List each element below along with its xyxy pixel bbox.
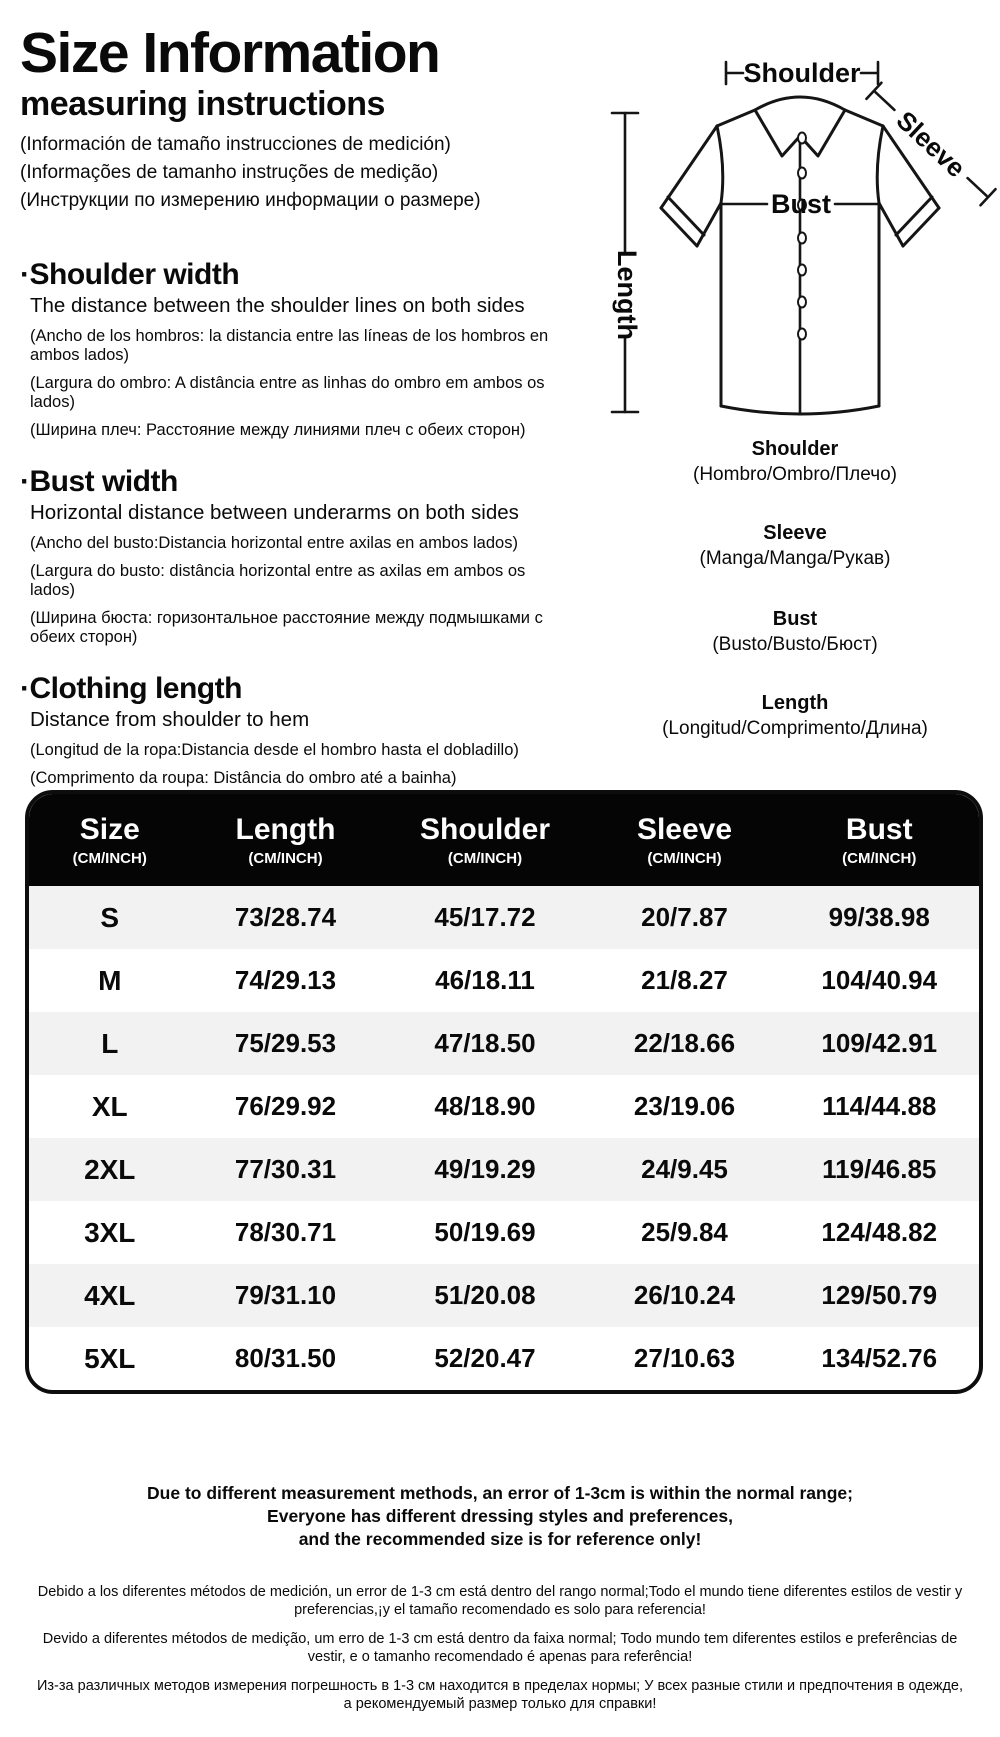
- bust-line-label: Bust: [771, 189, 831, 219]
- length-measure-axis: [612, 113, 642, 412]
- table-row-xl: XL 76/29.92 48/18.90 23/19.06 114/44.88: [91, 1090, 937, 1122]
- column-header-bust: Bust (CM/INCH): [842, 812, 917, 867]
- shirt-outline: [661, 97, 939, 414]
- legend-translation: (Hombro/Ombro/Плечо): [693, 464, 897, 485]
- legend-translation: (Busto/Busto/Бюст): [712, 634, 878, 655]
- column-header-shoulder: Shoulder (CM/INCH): [419, 812, 550, 867]
- unit-note: (CM/INCH): [647, 849, 722, 867]
- length-axis-label: Length: [611, 250, 642, 340]
- section-translation-es: (Ancho del busto:Distancia horizontal entre axilas en ambos lados): [30, 534, 518, 552]
- sleeve-measure-bracket: [864, 80, 999, 208]
- page-title: Size Information: [20, 21, 440, 85]
- disclaimer-ru: Из-за различных методов измерения погрешность в 1-3 см находится в пределах нормы; У всех разные стили и предпочтения в одежде, а рекомендуемый размер только для справки!: [36, 1678, 963, 1712]
- page-subtitle: measuring instructions: [20, 85, 385, 124]
- subtitle-translation-es: (Información de tamaño instrucciones de medición): [20, 134, 451, 156]
- sleeve-bracket-label: Sleeve: [890, 104, 972, 184]
- legend-label: Shoulder: [751, 438, 839, 460]
- section-description: The distance between the shoulder lines on both sides: [30, 294, 525, 317]
- legend-translation: (Manga/Manga/Рукав): [699, 548, 891, 569]
- section-heading: ·Bust width: [20, 465, 178, 498]
- shirt-measurement-diagram: [555, 38, 1000, 768]
- subtitle-translation-ru: (Инструкции по измерению информации о размере): [20, 190, 481, 212]
- unit-note: (CM/INCH): [72, 849, 147, 867]
- section-description: Distance from shoulder to hem: [30, 708, 310, 731]
- section-translation-pt: (Largura do ombro: A distância entre as linhas do ombro em ambos os lados): [30, 374, 545, 411]
- section-shoulder-width: [20, 258, 560, 440]
- table-row-l: L 75/29.53 47/18.50 22/18.66 109/42.91: [29, 1012, 979, 1075]
- section-translation-es: (Ancho de los hombros: la distancia entre las líneas de los hombros en ambos lados): [30, 327, 549, 364]
- section-translation-pt: (Largura do busto: distância horizontal entre as axilas em ambos os lados): [30, 562, 526, 599]
- page-header: [20, 21, 555, 215]
- legend-length: [595, 690, 995, 742]
- legend-bust: [595, 606, 995, 658]
- table-row-3xl: 3XL 78/30.71 50/19.69 25/9.84 124/48.82: [84, 1216, 938, 1248]
- section-bust-width: [20, 465, 560, 647]
- table-row-2xl: 2XL 77/30.31 49/19.29 24/9.45 119/46.85: [29, 1138, 979, 1201]
- legend-translation: (Longitud/Comprimento/Длина): [662, 718, 928, 739]
- table-row-s: S 73/28.74 45/17.72 20/7.87 99/38.98: [29, 886, 979, 949]
- section-translation-pt: (Comprimento da roupa: Distância do ombro até a bainha): [30, 769, 457, 787]
- shoulder-bracket-label: Shoulder: [743, 58, 861, 88]
- table-row-m: M 74/29.13 46/18.11 21/8.27 104/40.94: [98, 964, 938, 996]
- unit-note: (CM/INCH): [842, 849, 917, 867]
- section-heading: ·Shoulder width: [20, 258, 240, 291]
- disclaimer-es: Debido a los diferentes métodos de medición, un error de 1-3 cm está dentro del rango normal;Todo el mundo tiene diferentes estilos de vestir y preferencias,¡y el tamaño recomendado es solo para referencia!: [37, 1584, 963, 1618]
- disclaimer-en-line1: Due to different measurement methods, an error of 1-3cm is within the normal range;: [147, 1483, 853, 1503]
- disclaimer-translations: [0, 1583, 1000, 1724]
- column-header-sleeve: Sleeve (CM/INCH): [636, 812, 733, 867]
- unit-note: (CM/INCH): [248, 849, 323, 867]
- subtitle-translation-pt: (Informações de tamanho instruções de medição): [20, 162, 439, 184]
- column-header-size: Size (CM/INCH): [72, 812, 147, 867]
- disclaimer-en-line2: Everyone has different dressing styles and preferences,: [267, 1506, 733, 1526]
- size-table-header: [29, 794, 979, 886]
- section-description: Horizontal distance between underarms on both sides: [30, 501, 519, 524]
- legend-label: Sleeve: [763, 522, 827, 544]
- shoulder-measure-bracket: [726, 58, 878, 88]
- unit-note: (CM/INCH): [447, 849, 523, 867]
- subtitle-translations: [20, 131, 555, 215]
- section-heading: ·Clothing length: [20, 672, 242, 705]
- legend-label: Length: [761, 692, 829, 714]
- disclaimer-en-line3: and the recommended size is for reference only!: [298, 1529, 702, 1549]
- shirt-diagram-drawing: [555, 38, 1000, 438]
- column-header-length: Length (CM/INCH): [235, 812, 336, 867]
- legend-label: Bust: [772, 608, 818, 630]
- legend-shoulder: [595, 436, 995, 488]
- section-translation-ru: (Ширина плеч: Расстояние между линиями плеч с обеих сторон): [30, 421, 526, 439]
- size-table: [25, 790, 983, 1394]
- section-translation-es: (Longitud de la ropa:Distancia desde el hombro hasta el dobladillo): [30, 741, 519, 759]
- section-translation-ru: (Ширина бюста: горизонтальное расстояние между подмышками с обеих сторон): [30, 609, 543, 646]
- disclaimer-pt: Devido a diferentes métodos de medição, um erro de 1-3 cm está dentro da faixa normal; Todo mundo tem diferentes estilos e preferências de vestir, e o tamanho recomendado é apenas para referência!: [42, 1631, 958, 1665]
- table-row-4xl: 4XL 79/31.10 51/20.08 26/10.24 129/50.79: [29, 1264, 979, 1327]
- bust-measure-line: [721, 189, 879, 219]
- table-row-5xl: 5XL 80/31.50 52/20.47 27/10.63 134/52.76: [84, 1342, 938, 1374]
- legend-sleeve: [595, 520, 995, 572]
- measuring-sections: [20, 258, 560, 841]
- disclaimer-en: [0, 1482, 1000, 1551]
